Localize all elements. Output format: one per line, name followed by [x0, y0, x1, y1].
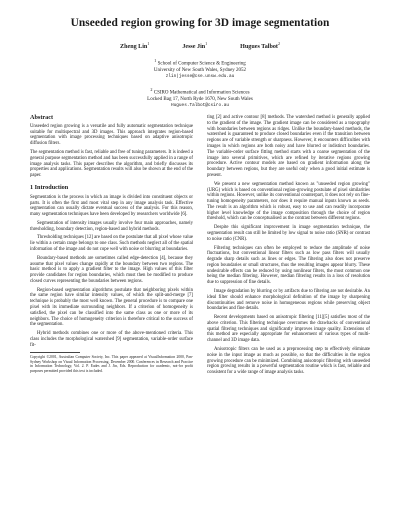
right-column: [207, 115, 370, 379]
footnote-divider: [30, 352, 80, 353]
intro-paragraph: Region-based segmentation algorithms postulate that neighboring pixels within the same region have similar intensity values, of which the split-and-merge [7] technique is probably the most well known. The general procedure is to compare one pixel with its immediate surrounding neighbors. If a criterion of homogeneity is satisfied, the pixel can be classified into the same class as one or more of its neighbors. The choice of homogeneity criterion is therefore critical to the success of the segmentation.: [30, 287, 193, 328]
author-list: [30, 41, 370, 50]
affiliation-2: $^2$ CSIRO Mathematical and Information Sciences Locked Bag 17, North Ryde 1670, New South Wales Hugues.Talbot@csiro.au: [30, 87, 370, 110]
intro-paragraph: Boundary-based methods are sometimes called edge-detection [4], because they assume that pixel values change rapidly at the boundary between two regions. The basic method is to apply a gradient filter to the image. High values of this filter provide candidates for region boundaries, which must then be modified to produce closed curves representing the boundaries between regions.: [30, 255, 193, 284]
intro-paragraph: Thresholding techniques [12] are based on the postulate that all pixel whose value lie within a certain range belongs to one class. Such methods neglect all of the spatial information of the image and do not cope well with noise or blurring at boundaries.: [30, 235, 193, 252]
body-paragraph: We present a new segmentation method known as "unseeded region growing" (URG) which is based on conventional region-growing postulate of pixel similarities within regions. However, unlike its conventional counterpart, it does not rely on fine-tuning homogeneity parameters, nor does it require manual inputs known as seeds. The result is an algorithm which is robust, easy to use and can readily incorporate higher level knowledge of the image composition through the choice of region threshold, which can be conceptualised as the contrast between different regions.: [207, 181, 370, 222]
two-column-body: [30, 115, 370, 379]
body-paragraph: ting [2] and active contour [8] methods. The watershed method is generally applied to the gradient of the image. The gradient image can be considered as a topography with boundaries between regions as ridges. Unlike the boundary-based methods, the watershed is guaranteed to produce closed boundaries even if the transition between regions are of variable strength or sharpness. However, it encounters difficulties with images in which regions are both noisy and have blurred or indistinct boundaries. The variable-order surface fitting method starts with a coarse segmentation of the image into several primitives, which are refined by iterative regions growing procedure. Active contour models are based on gradient information along the boundary between regions, but they are useful only when a good initial estimate is present.: [207, 115, 370, 178]
body-paragraph: Despite this significant improvement in image segmentation technique, the segmentation result can still be limited by low signal to noise ratio (SNR) or contrast to noise ratio (CNR).: [207, 225, 370, 242]
body-paragraph: Filtering techniques can often be employed to reduce the amplitude of noise fluctuations, but conventional linear filters such as low pass filters will usually degrade sharp details such as lines or edges. The filtering also does not preserve region boundaries or small structures, thus the resulting images appear blurry. These undesirable effects can be reduced by using nonlinear filters, the most common one being the median filtering. However, median filtering results in a loss of resolution due to suppression of fine details.: [207, 245, 370, 286]
author-3: Hugues Talbot$^2$: [240, 41, 280, 51]
paper-title: Unseeded region growing for 3D image segmentation: [70, 17, 330, 29]
abstract-paragraph: Unseeded region growing is a versatile and fully automatic segmentation technique suitable for multispectral and 3D images. This approach integrates region-based segmentation with image processing techniques based on adaptive anisotropic diffusion filters.: [30, 123, 193, 147]
intro-paragraph: Segmentation is the process in which an image is divided into constituent objects or parts. It is often the first and most vital step in any image analysis task. Effective segmentation can usually dictate eventual success of the analysis. For this reason, many segmentation techniques have been developed by researchers worldwide [6].: [30, 194, 193, 218]
body-paragraph: Image degradation by blurring or by artifacts due to filtering are not desirable. An ideal filter should enhance morphological definition of the image by sharpening discontinuities and remove noise in homogeneous regions while preserving object boundaries and fine details.: [207, 289, 370, 312]
affiliation-1-email: zlin|jesse@cse.unsw.edu.au: [165, 74, 235, 80]
affiliation-1: $^1$ School of Computer Science & Engineering University of New South Wales, Sydney 2052 zlin|jesse@cse.unsw.edu.au: [30, 58, 370, 81]
author-1: Zheng Lin$^1$: [120, 41, 150, 51]
body-paragraph: Anisotropic filters can be used as a preprocessing step to effectively eliminate noise in the input image as much as possible, so that the difficulties in the region growing procedure can be minimized. Combining anisotropic filtering with unseeded region growing results in a powerful segmentation routine which is fast, reliable and consistent for a wide range of image analysis tasks.: [207, 347, 370, 376]
left-column: [30, 115, 193, 379]
abstract-paragraph: The segmentation method is fast, reliable and free of tuning parameters. It is indeed a general purpose segmentation method and has been successfully applied in a range of image analysis tasks. This paper describes the algorithm, and briefly discusses its properties and applications. Segmentation results will also be shown at the end of the paper.: [30, 150, 193, 179]
copyright-footnote: Copyright ©2001, Australian Computer Society, Inc. This paper appeared at VisualInformation 2000, Pan-Sydney Workshop on Visual Information Processing, December 2000. Conferences in Research and Practice in Information Technology, Vol. 2. P. Eades and J. Jin, Eds. Reproduction for academic, not-for profit purposes permitted provided this text is included.: [30, 355, 193, 373]
affiliation-2-email: Hugues.Talbot@csiro.au: [171, 102, 229, 108]
intro-paragraph: Segmentation of intensity images usually involve four main approaches, namely thresholding, boundary detection, region-based and hybrid methods.: [30, 220, 193, 232]
author-2: Jesse Jin$^1$: [182, 41, 208, 51]
intro-paragraph: Hybrid methods combines one or more of the above-mentioned criteria. This class includes the morphological watershed [9] segmentation, variable-order surface fit-: [30, 331, 193, 348]
section-heading-introduction: 1 Introduction: [30, 183, 69, 191]
body-paragraph: Recent developments based on anisotropic filtering [11][5] satisfies most of the above criterion. This filtering technique overcomes the drawbacks of conventional spatial filtering techniques and significantly improves image quality. Extensions of this method are especially appropriate for enhancement of various types of multi-channel and 3D image data.: [207, 315, 370, 344]
abstract-heading: Abstract: [30, 114, 54, 122]
